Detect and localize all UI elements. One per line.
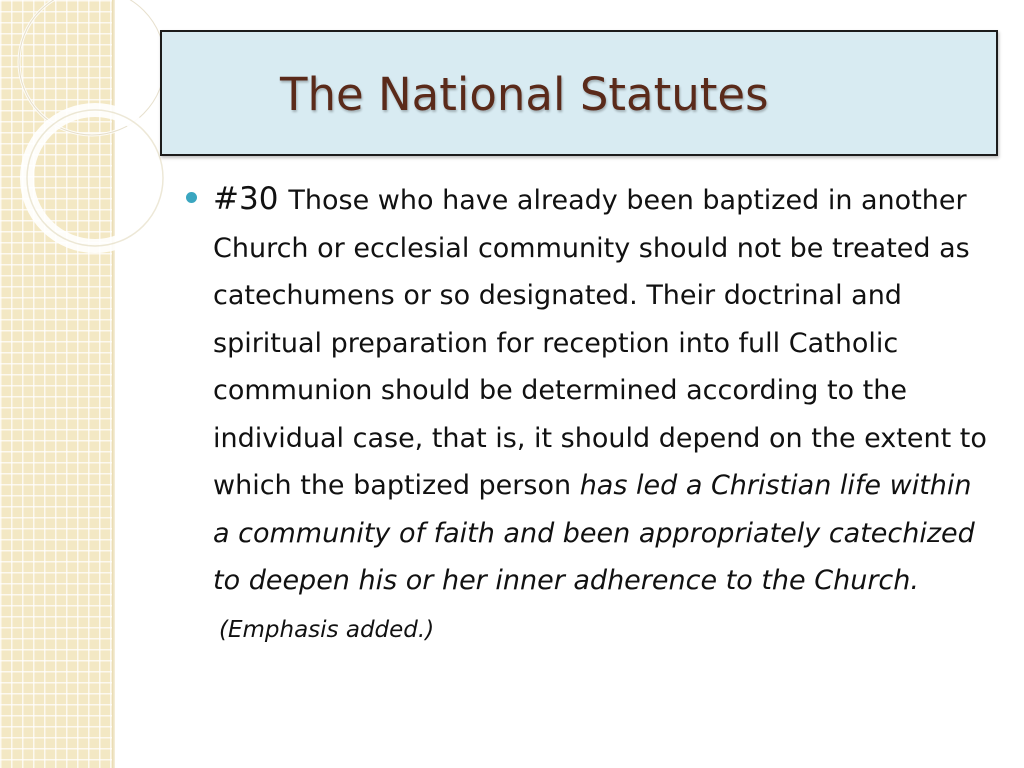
emphasis-note: (Emphasis added.) (219, 616, 435, 643)
statute-emphasized-text: has led a Christian life within a community of faith and been appropriately catechized to deepen his or her inner adherence to the Church. (213, 470, 975, 596)
bullet-dot-icon (186, 192, 197, 203)
page-title: The National Statutes (280, 68, 769, 121)
title-box (160, 30, 998, 156)
statute-paragraph (213, 176, 988, 654)
decorative-rings (0, 0, 140, 260)
statute-number: #30 (213, 181, 279, 217)
statute-text: Those who have already been baptized in another Church or ecclesial community should not be treated as catechumens or so designated. Their doctrinal and spiritual preparation for reception into full Catholic communion should be determined according to the individual case, that is, it should depend on the extent to which the baptized person (213, 185, 987, 501)
